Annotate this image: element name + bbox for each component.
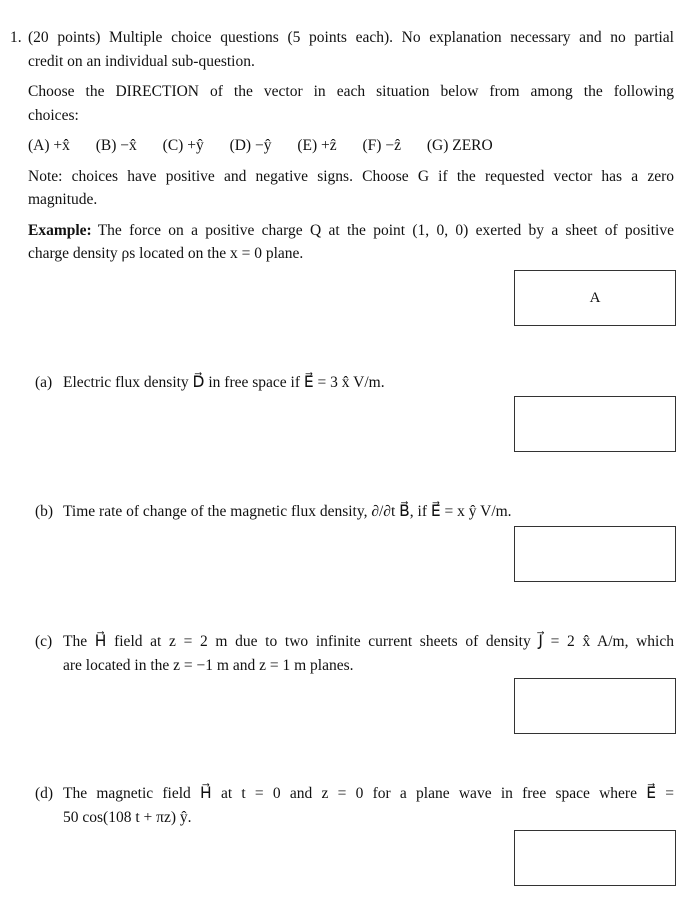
part-c-text-line-2: are located in the z = −1 m and z = 1 m planes. — [63, 657, 354, 674]
choice-e: (E) +ẑ — [297, 137, 337, 154]
part-a-label: (a) — [35, 374, 53, 391]
instructions-line-2: choices: — [28, 107, 79, 124]
example-answer: A — [589, 289, 601, 306]
part-d-answer-box[interactable] — [514, 830, 676, 886]
part-b-text: Time rate of change of the magnetic flux density, ∂/∂t B⃗, if E⃗ = x ŷ V/m. — [63, 503, 512, 520]
choice-b: (B) −x̂ — [95, 137, 137, 154]
example-line-2: charge density ρs located on the x = 0 plane. — [28, 245, 304, 262]
note-line-1: Note: choices have positive and negative signs. Choose G if the requested vector has a zero — [28, 168, 674, 185]
example-line-1-row — [28, 221, 674, 241]
choice-c: (C) +ŷ — [162, 137, 204, 154]
part-a-answer-box[interactable] — [514, 396, 676, 452]
part-b-label: (b) — [35, 503, 54, 520]
problem-header-line-1: (20 points) Multiple choice questions (5 points each). No explanation necessary and no partial — [28, 29, 674, 46]
choices-row — [28, 136, 493, 156]
part-c-label: (c) — [35, 633, 53, 650]
instructions-line-1: Choose the DIRECTION of the vector in each situation below from among the following — [28, 83, 674, 100]
part-d-label: (d) — [35, 785, 54, 802]
note-line-2: magnitude. — [28, 191, 98, 208]
part-b-answer-box[interactable] — [514, 526, 676, 582]
part-a-text: Electric flux density D⃗ in free space if E⃗ = 3 x̂ V/m. — [63, 374, 385, 391]
part-c-text-line-1: The H⃗ field at z = 2 m due to two infinite current sheets of density J⃗ = 2 x̂ A/m, which — [63, 633, 674, 650]
example-answer-box — [514, 270, 676, 326]
choice-d: (D) −ŷ — [229, 137, 272, 154]
choice-a: (A) +x̂ — [28, 137, 70, 154]
part-c-answer-box[interactable] — [514, 678, 676, 734]
example-line-1: The force on a positive charge Q at the point (1, 0, 0) exerted by a sheet of positive — [97, 222, 674, 239]
part-d-text-line-1: The magnetic field H⃗ at t = 0 and z = 0 for a plane wave in free space where E⃗ = — [63, 785, 674, 802]
choice-f: (F) −ẑ — [362, 137, 401, 154]
problem-header-line-2: credit on an individual sub-question. — [28, 53, 255, 70]
part-d-text-line-2: 50 cos(108 t + πz) ŷ. — [63, 809, 192, 826]
choice-g: (G) ZERO — [426, 137, 493, 154]
example-label: Example: — [28, 222, 92, 239]
problem-number: 1. — [10, 29, 22, 46]
